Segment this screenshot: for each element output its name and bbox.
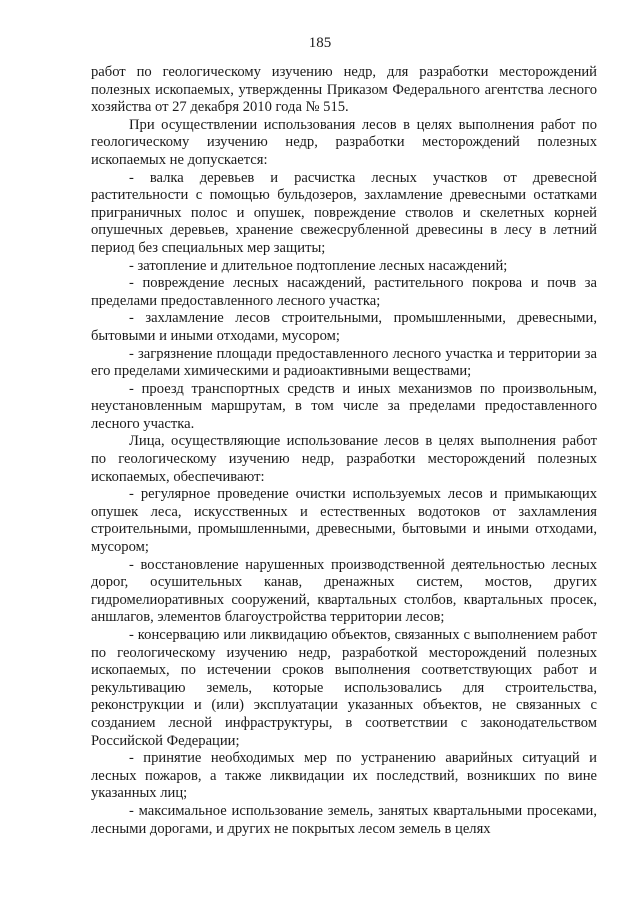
list-item: - регулярное проведение очистки используемых лесов и примыкающих опушек леса, искусственных и естественных водотоков от захламления строительными, промышленными, древесными, бытовыми и иными отходами, мусором; [91,486,597,556]
list-item: - восстановление нарушенных производственной деятельностью лесных дорог, осушительных канав, дренажных систем, мостов, других гидромелиоративных сооружений, квартальных столбов, квартальных просек, аншлагов, элементов благоустройства территории лесов; [91,556,597,626]
list-item: - консервацию или ликвидацию объектов, связанных с выполнением работ по геологическому изучению недр, разработкой месторождений полезных ископаемых, по истечении сроков выполнения соответствующих работ и рекультивацию земель, которые использовались для строительства, реконструкции и (или) эксплуатации указанных объектов, не связанных с созданием лесной инфраструктуры, в соответствии с законодательством Российской Федерации; [91,627,597,749]
list-item: - загрязнение площади предоставленного лесного участка и территории за его пределами химическими и радиоактивными веществами; [91,345,597,380]
list-item: - затопление и длительное подтопление лесных насаждений; [129,257,508,274]
list-item: - валка деревьев и расчистка лесных участков от древесной растительности с помощью бульдозеров, захламление древесными остатками приграничных полос и опушек, повреждение стволов и скелетных корней опушечных деревьев, хранение свежесрубленной древесины в лесу в летний период без специальных мер защиты; [91,169,597,256]
list-item: - захламление лесов строительными, промышленными, древесными, бытовыми и иными отходами, мусором; [91,310,597,344]
list-item: - принятие необходимых мер по устранению аварийных ситуаций и лесных пожаров, а также ликвидации их последствий, возникших по вине указанных лиц; [91,750,597,802]
document-body [91,64,597,838]
list-item: - повреждение лесных насаждений, растительного покрова и почв за пределами предоставленного лесного участка; [91,275,597,309]
paragraph: Лица, осуществляющие использование лесов в целях выполнения работ по геологическому изучению недр, разработки месторождений полезных ископаемых, обеспечивают: [91,433,597,485]
page-number: 185 [308,35,332,51]
paragraph: работ по геологическому изучению недр, для разработки месторождений полезных ископаемых, утвержденны Приказом Федерального агентства лесного хозяйства от 27 декабря 2010 года № 515. [91,64,597,116]
paragraph: При осуществлении использования лесов в целях выполнения работ по геологическому изучению недр, разработки месторождений полезных ископаемых не допускается: [91,116,597,168]
list-item: - максимальное использование земель, занятых квартальными просеками, лесными дорогами, и других не покрытых лесом земель в целях [91,802,597,837]
list-item: - проезд транспортных средств и иных механизмов по произвольным, неустановленным маршрутам, в том числе за пределами предоставленного лесного участка. [91,380,597,432]
